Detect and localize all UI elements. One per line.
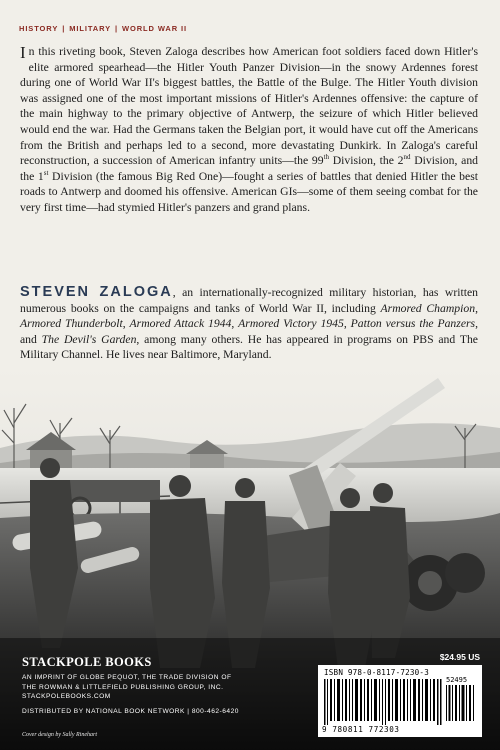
publisher-line-1: AN IMPRINT OF GLOBE PEQUOT, THE TRADE DIVISION OF <box>22 674 232 681</box>
bio-text: , <box>122 317 130 331</box>
cover-design-credit: Cover design by Sally Rinehart <box>22 732 97 738</box>
book-title: Armored Thunderbolt <box>20 317 123 331</box>
book-title: Armored Attack 1944 <box>129 317 232 331</box>
drop-cap: I <box>20 43 26 62</box>
ean-number: 9 780811 772303 <box>322 725 400 734</box>
publisher-line-2: THE ROWMAN & LITTLEFIELD PUBLISHING GROUP, INC. <box>22 683 224 691</box>
publisher-website: STACKPOLEBOOKS.COM <box>22 693 111 700</box>
barcode-panel <box>318 665 482 737</box>
ean-barcode <box>324 679 442 725</box>
bio-text: , among many others. He has appeared in programs on PBS and The Military Channel. He lives near Baltimore, Maryland. <box>20 332 478 362</box>
bio-text: , <box>231 317 239 331</box>
book-title: The Devil's Garden <box>41 332 137 346</box>
bio-text: , an internationally-recognized military historian, has written numerous books on the campaigns and tanks of World War II, including <box>20 286 478 315</box>
ordinal-suffix: nd <box>403 153 411 162</box>
category-history: HISTORY <box>19 24 59 33</box>
price-label: $24.95 US <box>439 652 480 662</box>
author-bio <box>20 285 478 363</box>
blurb-text: Division, the 2 <box>329 154 404 168</box>
bio-text: , <box>343 317 351 331</box>
category-military: MILITARY <box>69 24 112 33</box>
distribution-line: DISTRIBUTED BY NATIONAL BOOK NETWORK | 800-462-6420 <box>22 707 239 715</box>
author-name: STEVEN ZALOGA <box>20 284 173 300</box>
supplement-number: 52495 <box>446 676 468 684</box>
category-ww2: WORLD WAR II <box>122 24 187 33</box>
blurb-text: Division, and the 1 <box>20 154 479 183</box>
blurb-text: n this riveting book, Steven Zaloga describes how American foot soldiers faced down Hitler's elite armored spearhead—the Hitler Youth Panzer Division—in the snowy Ardennes forest during one of World War II's biggest battles, the Battle of the Bulge. The Hitler Youth division was assigned one of the most important missions of Hitler's Ardennes offensive: the capture of the main highway to the primary objective of Antwerp, the seizure of which Hitler believed would end the war. Had the Germans taken the Belgian port, it would have cut off the Americans from the British and perhaps led to a second, more devastating Dunkirk. In Zaloga's careful reconstruction, a succession of American infantry units—the 99 <box>20 45 478 168</box>
category-separator: | <box>115 24 119 33</box>
category-separator: | <box>62 24 66 33</box>
book-blurb <box>20 44 478 216</box>
category-line <box>19 24 187 33</box>
book-title: Armored Victory 1945 <box>238 317 344 331</box>
isbn-text: ISBN 978-0-8117-7230-3 <box>324 668 429 677</box>
book-title: Armored Champion <box>380 301 476 315</box>
ordinal-suffix: st <box>43 168 49 177</box>
publisher-brand: STACKPOLE BOOKS <box>22 655 152 669</box>
supplement-barcode <box>446 685 476 721</box>
bio-text: , and <box>20 317 479 346</box>
bio-text: , <box>475 301 478 315</box>
book-title: Patton versus the Panzers <box>350 317 476 331</box>
publisher-block <box>22 655 322 715</box>
ordinal-suffix: th <box>323 153 330 162</box>
blurb-text: Division (the famous Big Red One)—fought a series of battles that denied Hitler the best roads to Antwerp and doomed his offensive. American GIs—some of them seeing combat for the very first time—had stymied Hitler's panzers and grand plans. <box>20 169 478 214</box>
